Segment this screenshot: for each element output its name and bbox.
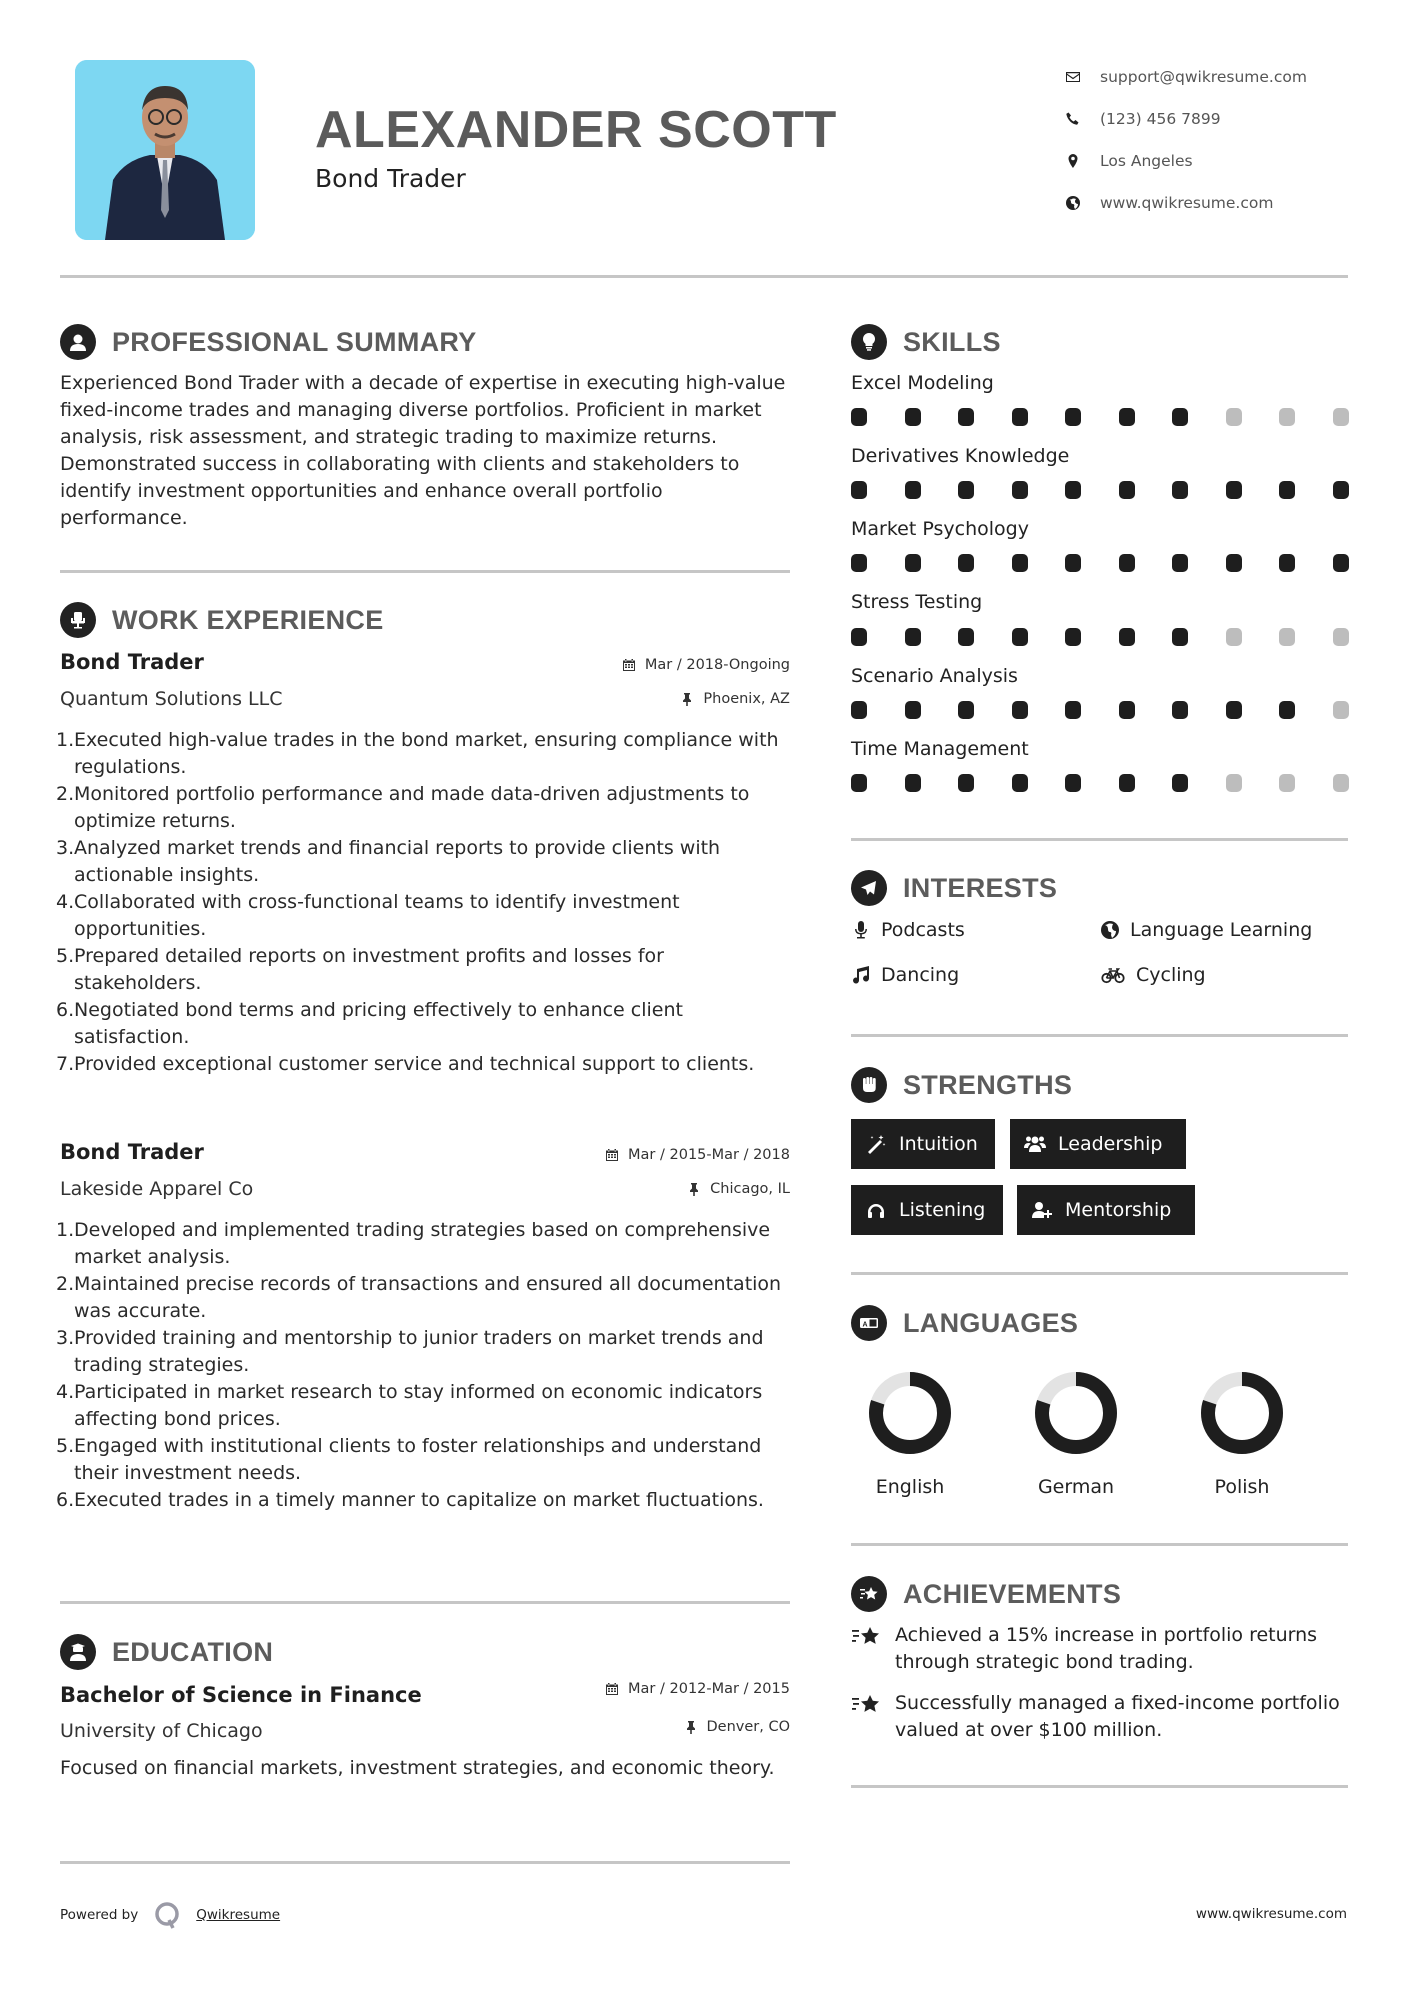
rating-dot-filled <box>1119 481 1135 499</box>
skills-divider <box>851 838 1348 841</box>
map-pin-icon <box>1062 150 1084 172</box>
contact-email[interactable] <box>1062 56 1307 98</box>
rating-dot-filled <box>905 774 921 792</box>
list-item: 1. Developed and implemented trading strategies based on comprehensive market analysis. <box>56 1219 771 1268</box>
rating-dot-filled <box>1065 554 1081 572</box>
strength-tag-listening <box>851 1185 1003 1235</box>
job-1-location-text: Phoenix, AZ <box>703 691 790 707</box>
skill-2-name: Derivatives Knowledge <box>851 445 1070 467</box>
language-english-donut <box>865 1368 955 1458</box>
interests-divider <box>851 1034 1348 1037</box>
rating-dot-filled <box>1012 701 1028 719</box>
list-item: 1. Executed high-value trades in the bond market, ensuring compliance with regulations. <box>56 729 779 778</box>
rating-dot-filled <box>1279 701 1295 719</box>
language-polish <box>1182 1368 1302 1498</box>
interests-section-header <box>851 870 1057 906</box>
contact-location-text: Los Angeles <box>1100 152 1193 170</box>
skill-5-rating <box>851 701 1386 719</box>
summary-section-header <box>60 324 477 360</box>
magic-wand-icon <box>865 1133 887 1155</box>
rating-dot-filled <box>1012 408 1028 426</box>
lightbulb-icon <box>851 324 887 360</box>
list-item: 2. Monitored portfolio performance and made data-driven adjustments to optimize returns. <box>56 783 750 832</box>
interest-cycling-label: Cycling <box>1136 964 1206 986</box>
qwikresume-logo-icon <box>152 1900 182 1930</box>
interest-podcasts-label: Podcasts <box>881 919 965 941</box>
list-item: 6. Executed trades in a timely manner to capitalize on market fluctuations. <box>56 1489 764 1511</box>
rating-dot-filled <box>1226 481 1242 499</box>
list-item: 5. Prepared detailed reports on investment profits and losses for stakeholders. <box>56 945 664 994</box>
skill-1-name: Excel Modeling <box>851 372 994 394</box>
skill-1-rating <box>851 408 1386 426</box>
rating-dot-filled <box>1065 628 1081 646</box>
pushpin-icon <box>680 692 694 706</box>
strength-intuition-label: Intuition <box>899 1133 978 1155</box>
education-dates-text: Mar / 2012-Mar / 2015 <box>628 1681 790 1697</box>
headphones-icon <box>865 1199 887 1221</box>
globe-icon <box>1062 192 1084 214</box>
rating-dot-filled <box>905 481 921 499</box>
qwikresume-link[interactable]: Qwikresume <box>196 1907 281 1923</box>
rating-dot-filled <box>851 481 867 499</box>
education-degree: Bachelor of Science in Finance <box>60 1683 422 1707</box>
skill-3-rating <box>851 554 1386 572</box>
rating-dot-filled <box>1172 481 1188 499</box>
work-divider <box>60 1601 790 1604</box>
language-english-label: English <box>875 1476 945 1498</box>
language-german-donut <box>1031 1368 1121 1458</box>
achievements-divider <box>851 1785 1348 1788</box>
header-divider <box>60 275 1348 278</box>
rating-dot-filled <box>1172 774 1188 792</box>
rating-dot-empty <box>1279 774 1295 792</box>
rating-dot-filled <box>958 554 974 572</box>
skill-6-rating <box>851 774 1386 792</box>
rating-dot-filled <box>851 408 867 426</box>
rating-dot-filled <box>958 408 974 426</box>
education-dates <box>605 1681 790 1697</box>
job-1-title: Bond Trader <box>60 650 204 674</box>
skill-2-rating <box>851 481 1386 499</box>
contact-website-text: www.qwikresume.com <box>1100 194 1274 212</box>
rating-dot-empty <box>1226 408 1242 426</box>
rating-dot-filled <box>1279 481 1295 499</box>
work-heading: WORK EXPERIENCE <box>112 604 384 635</box>
rating-dot-filled <box>851 554 867 572</box>
rating-dot-filled <box>1172 701 1188 719</box>
rating-dot-filled <box>958 481 974 499</box>
list-item: 3. Analyzed market trends and financial reports to provide clients with actionable insights. <box>56 837 721 886</box>
strengths-heading: STRENGTHS <box>903 1069 1073 1100</box>
microphone-icon <box>851 920 871 940</box>
person-portrait-icon <box>75 60 255 240</box>
user-plus-icon <box>1031 1199 1053 1221</box>
interest-language-learning <box>1100 919 1312 941</box>
music-note-icon <box>851 965 871 985</box>
envelope-icon <box>1062 66 1084 88</box>
skills-section-header <box>851 324 1001 360</box>
shooting-star-icon <box>851 1692 881 1718</box>
language-polish-donut <box>1197 1368 1287 1458</box>
rating-dot-filled <box>1279 554 1295 572</box>
office-chair-icon <box>60 602 96 638</box>
graduate-icon <box>60 1634 96 1670</box>
languages-heading: LANGUAGES <box>903 1307 1079 1338</box>
job-2-dates-text: Mar / 2015-Mar / 2018 <box>628 1147 790 1163</box>
skills-heading: SKILLS <box>903 326 1001 357</box>
contact-phone-text: (123) 456 7899 <box>1100 110 1221 128</box>
rating-dot-empty <box>1279 408 1295 426</box>
rating-dot-empty <box>1333 408 1349 426</box>
job-1-dates-text: Mar / 2018-Ongoing <box>644 657 790 673</box>
candidate-title: Bond Trader <box>315 164 466 193</box>
achievements-heading: ACHIEVEMENTS <box>903 1578 1122 1609</box>
svg-text:A: A <box>862 1321 868 1329</box>
achievements-section-header <box>851 1576 1121 1612</box>
language-english <box>850 1368 970 1498</box>
languages-section-header <box>851 1305 1078 1341</box>
rating-dot-filled <box>1119 774 1135 792</box>
pushpin-icon <box>684 1720 698 1734</box>
skill-5-name: Scenario Analysis <box>851 665 1018 687</box>
achievement-1-text: Achieved a 15% increase in portfolio returns through strategic bond trading. <box>895 1624 1318 1673</box>
rating-dot-empty <box>1226 628 1242 646</box>
education-description: Focused on financial markets, investment strategies, and economic theory. <box>60 1757 775 1779</box>
education-section-header <box>60 1634 273 1670</box>
rating-dot-filled <box>1065 701 1081 719</box>
interest-podcasts <box>851 919 965 941</box>
interest-dancing-label: Dancing <box>881 964 960 986</box>
rating-dot-empty <box>1333 701 1349 719</box>
rating-dot-filled <box>1065 481 1081 499</box>
rating-dot-filled <box>1172 628 1188 646</box>
language-german <box>1016 1368 1136 1498</box>
rating-dot-filled <box>1172 554 1188 572</box>
rating-dot-empty <box>1226 774 1242 792</box>
education-location <box>684 1719 791 1735</box>
calendar-icon <box>622 658 636 672</box>
profile-photo <box>75 60 255 240</box>
job-2-dates <box>605 1147 790 1163</box>
job-2-title: Bond Trader <box>60 1140 204 1164</box>
footer-website[interactable]: www.qwikresume.com <box>1195 1906 1347 1922</box>
summary-text: Experienced Bond Trader with a decade of expertise in executing high-value fixed-income trades and managing diverse portfolios. Proficient in market analysis, risk assessment, and strategic trading to maximize returns. Demonstrated success in collaborating with clients and stakeholders to identify investment opportunities and enhance overall portfolio performance. <box>60 372 786 529</box>
summary-heading: PROFESSIONAL SUMMARY <box>112 326 477 357</box>
pushpin-icon <box>687 1182 701 1196</box>
rating-dot-filled <box>958 628 974 646</box>
rating-dot-filled <box>1012 774 1028 792</box>
rating-dot-empty <box>1333 628 1349 646</box>
list-item: 2. Maintained precise records of transactions and ensured all documentation was accurate. <box>56 1273 782 1322</box>
skill-4-rating <box>851 628 1386 646</box>
job-1-responsibilities <box>56 727 796 1078</box>
contact-list <box>1062 56 1307 224</box>
rating-dot-empty <box>1279 628 1295 646</box>
strength-tag-leadership <box>1010 1119 1186 1169</box>
achievement-2-text: Successfully managed a fixed-income portfolio valued at over $100 million. <box>895 1692 1340 1741</box>
rating-dot-filled <box>905 628 921 646</box>
strength-mentorship-label: Mentorship <box>1065 1199 1172 1221</box>
footer-branding <box>60 1900 280 1930</box>
rating-dot-filled <box>1012 554 1028 572</box>
list-item: 7. Provided exceptional customer service and technical support to clients. <box>56 1053 755 1075</box>
strength-tag-intuition <box>851 1119 995 1169</box>
rating-dot-filled <box>1172 408 1188 426</box>
rating-dot-filled <box>1226 554 1242 572</box>
rating-dot-filled <box>905 701 921 719</box>
strength-listening-label: Listening <box>899 1199 986 1221</box>
rating-dot-empty <box>1333 774 1349 792</box>
rating-dot-filled <box>1065 408 1081 426</box>
fist-icon <box>851 1067 887 1103</box>
skill-4-name: Stress Testing <box>851 591 983 613</box>
job-2-location <box>687 1181 790 1197</box>
rating-dot-filled <box>1065 774 1081 792</box>
education-school: University of Chicago <box>60 1720 263 1742</box>
list-item: 4. Collaborated with cross-functional teams to identify investment opportunities. <box>56 891 680 940</box>
rating-dot-filled <box>1012 481 1028 499</box>
interest-cycling <box>1100 964 1206 986</box>
contact-website[interactable] <box>1062 182 1307 224</box>
rating-dot-filled <box>1012 628 1028 646</box>
bicycle-icon <box>1100 965 1126 985</box>
rating-dot-filled <box>851 774 867 792</box>
language-polish-label: Polish <box>1214 1476 1270 1498</box>
rating-dot-filled <box>1119 628 1135 646</box>
rating-dot-filled <box>1226 701 1242 719</box>
job-1-location <box>680 691 790 707</box>
globe-icon <box>1100 920 1120 940</box>
languages-divider <box>851 1543 1348 1546</box>
paper-plane-icon <box>851 870 887 906</box>
interests-heading: INTERESTS <box>903 872 1058 903</box>
language-german-label: German <box>1037 1476 1115 1498</box>
rating-dot-filled <box>1119 408 1135 426</box>
job-1-dates <box>622 657 790 673</box>
strengths-divider <box>851 1272 1348 1275</box>
rating-dot-filled <box>1119 554 1135 572</box>
rating-dot-filled <box>1333 481 1349 499</box>
rating-dot-filled <box>1119 701 1135 719</box>
education-heading: EDUCATION <box>112 1636 274 1667</box>
contact-phone[interactable] <box>1062 98 1307 140</box>
strength-leadership-label: Leadership <box>1058 1133 1163 1155</box>
rating-dot-filled <box>958 701 974 719</box>
powered-by-label: Powered by <box>60 1907 139 1923</box>
achievement-item-2 <box>851 1690 1348 1744</box>
rating-dot-filled <box>905 554 921 572</box>
summary-divider <box>60 570 790 573</box>
education-divider <box>60 1861 790 1864</box>
work-section-header <box>60 602 384 638</box>
shooting-star-icon <box>851 1576 887 1612</box>
rating-dot-filled <box>958 774 974 792</box>
rating-dot-filled <box>1333 554 1349 572</box>
job-1-company: Quantum Solutions LLC <box>60 688 283 710</box>
candidate-name: ALEXANDER SCOTT <box>315 101 837 159</box>
users-icon <box>1024 1133 1046 1155</box>
calendar-icon <box>605 1682 619 1696</box>
interest-language-learning-label: Language Learning <box>1130 919 1313 941</box>
rating-dot-filled <box>905 408 921 426</box>
user-circle-icon <box>60 324 96 360</box>
achievement-item-1 <box>851 1622 1348 1676</box>
job-2-location-text: Chicago, IL <box>710 1181 790 1197</box>
rating-dot-filled <box>851 701 867 719</box>
rating-dot-filled <box>851 628 867 646</box>
skill-6-name: Time Management <box>851 738 1029 760</box>
strength-tag-mentorship <box>1017 1185 1195 1235</box>
list-item: 4. Participated in market research to stay informed on economic indicators affecting bond prices. <box>56 1381 763 1430</box>
translate-icon <box>851 1305 887 1341</box>
job-2-responsibilities <box>56 1217 796 1514</box>
shooting-star-icon <box>851 1624 881 1650</box>
list-item: 6. Negotiated bond terms and pricing effectively to enhance client satisfaction. <box>56 999 683 1048</box>
strengths-section-header <box>851 1067 1072 1103</box>
contact-location <box>1062 140 1307 182</box>
contact-email-text: support@qwikresume.com <box>1100 68 1307 86</box>
calendar-icon <box>605 1148 619 1162</box>
skill-3-name: Market Psychology <box>851 518 1029 540</box>
job-2-company: Lakeside Apparel Co <box>60 1178 254 1200</box>
list-item: 5. Engaged with institutional clients to foster relationships and understand their investment needs. <box>56 1435 762 1484</box>
list-item: 3. Provided training and mentorship to junior traders on market trends and trading strategies. <box>56 1327 764 1376</box>
phone-icon <box>1062 108 1084 130</box>
education-location-text: Denver, CO <box>706 1719 790 1735</box>
interest-dancing <box>851 964 959 986</box>
